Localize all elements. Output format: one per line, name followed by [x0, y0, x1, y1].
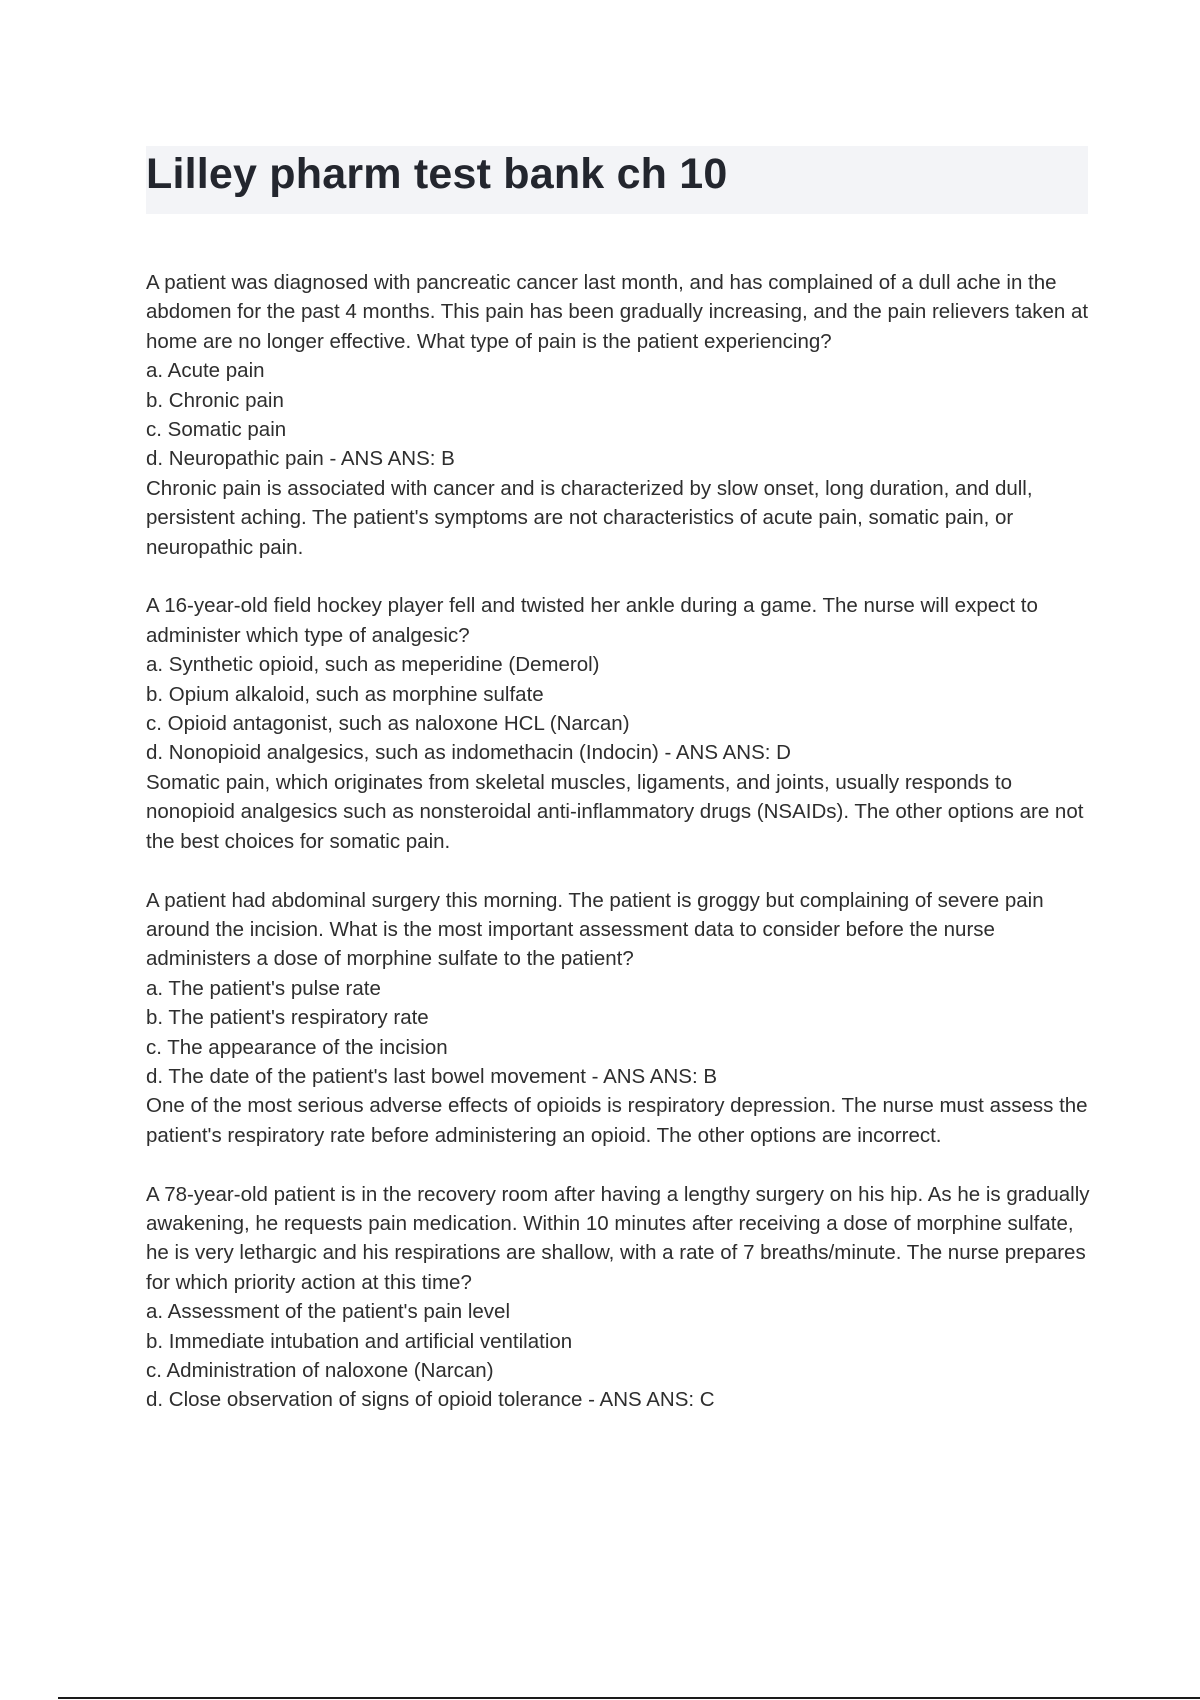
- answer-option-c: c. Somatic pain: [146, 418, 287, 442]
- answer-option-a: a. Synthetic opioid, such as meperidine (Demerol): [146, 653, 600, 677]
- answer-option-a: a. Assessment of the patient's pain level: [146, 1300, 511, 1324]
- answer-option-b: b. Opium alkaloid, such as morphine sulfate: [146, 682, 544, 706]
- answer-option-c: c. The appearance of the incision: [146, 1035, 448, 1059]
- answer-option-a: a. The patient's pulse rate: [146, 976, 381, 1000]
- answer-option-c: c. Administration of naloxone (Narcan): [146, 1358, 494, 1382]
- document-title: Lilley pharm test bank ch 10: [146, 150, 728, 198]
- question-stem: A patient was diagnosed with pancreatic cancer last month, and has complained of a dull ache in the abdomen for the past 4 months. This pain has been gradually increasing, and the pain relievers taken at home are no longer effective. What type of pain is the patient experiencing?: [146, 271, 1089, 353]
- answer-option-d: d. Neuropathic pain - ANS ANS: B: [146, 447, 455, 471]
- answer-rationale: Chronic pain is associated with cancer and is characterized by slow onset, long duration, and dull, persistent aching. The patient's symptoms are not characteristics of acute pain, somatic pain, or neuropathic pain.: [146, 476, 1033, 559]
- question-block-3: [146, 886, 1096, 1151]
- question-list: [146, 268, 1096, 1444]
- question-stem: A 78-year-old patient is in the recovery room after having a lengthy surgery on his hip. As he is gradually awakening, he requests pain medication. Within 10 minutes after receiving a dose of morphine sulfate, he is very lethargic and his respirations are shallow, with a rate of 7 breaths/minute. The nurse prepares for which priority action at this time?: [146, 1182, 1090, 1294]
- question-block-1: [146, 268, 1096, 562]
- question-stem: A patient had abdominal surgery this morning. The patient is groggy but complaining of severe pain around the incision. What is the most important assessment data to consider before the nurse administers a dose of morphine sulfate to the patient?: [146, 888, 1044, 971]
- answer-rationale: Somatic pain, which originates from skeletal muscles, ligaments, and joints, usually responds to nonopioid analgesics such as nonsteroidal anti-inflammatory drugs (NSAIDs). The other options are not the best choices for somatic pain.: [146, 770, 1084, 853]
- answer-option-d: d. The date of the patient's last bowel movement - ANS ANS: B: [146, 1064, 718, 1088]
- answer-option-a: a. Acute pain: [146, 359, 265, 383]
- answer-option-b: b. Immediate intubation and artificial ventilation: [146, 1329, 573, 1353]
- answer-option-c: c. Opioid antagonist, such as naloxone HCL (Narcan): [146, 712, 630, 736]
- answer-rationale: One of the most serious adverse effects of opioids is respiratory depression. The nurse must assess the patient's respiratory rate before administering an opioid. The other options are incorrect.: [146, 1094, 1088, 1147]
- answer-option-b: b. Chronic pain: [146, 388, 284, 412]
- question-stem: A 16-year-old field hockey player fell and twisted her ankle during a game. The nurse will expect to administer which type of analgesic?: [146, 594, 1038, 647]
- answer-option-d: d. Close observation of signs of opioid tolerance - ANS ANS: C: [146, 1388, 715, 1412]
- answer-option-d: d. Nonopioid analgesics, such as indomethacin (Indocin) - ANS ANS: D: [146, 741, 791, 765]
- bottom-divider: [58, 1697, 1200, 1699]
- question-block-4: [146, 1180, 1096, 1415]
- answer-option-b: b. The patient's respiratory rate: [146, 1006, 429, 1030]
- question-block-2: [146, 591, 1096, 856]
